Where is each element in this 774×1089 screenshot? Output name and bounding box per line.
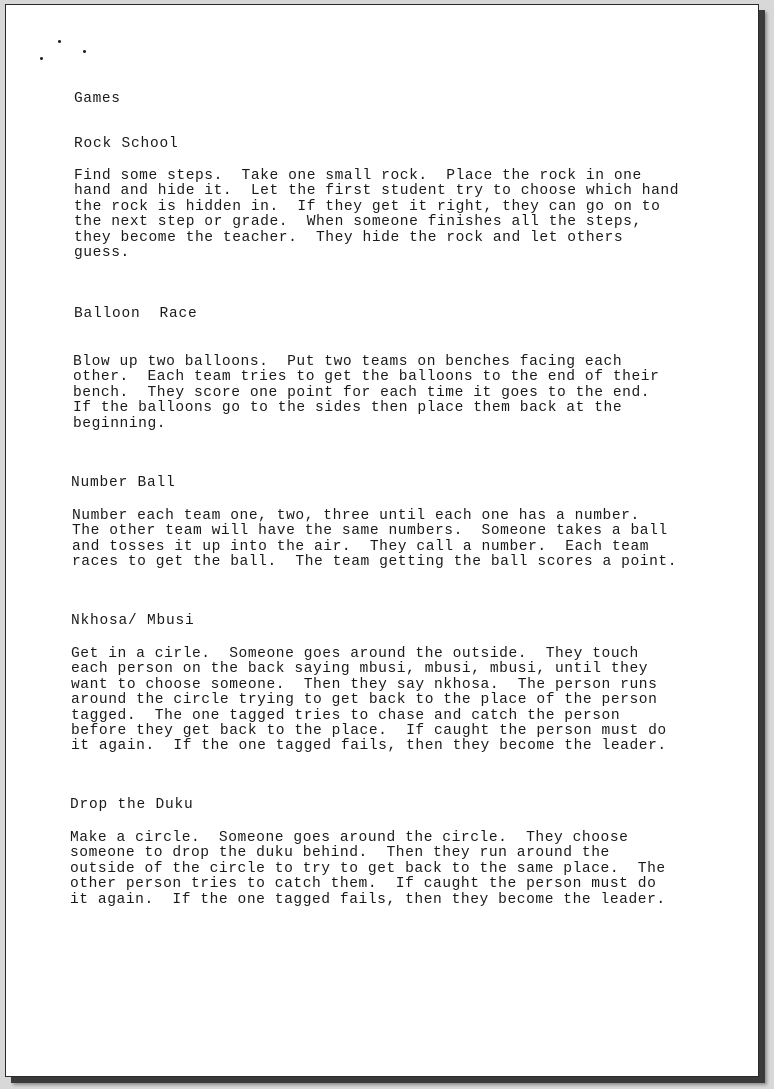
section-body-nkhosa-mbusi: Get in a cirle. Someone goes around the outside. They touch each person on the back saying mbusi, mbusi, mbusi, until they want to choose someone. Then they say nkhosa. The person runs around the circle trying to get back to the place of the person tagged. The one tagged tries to chase and catch the person before they get back to the place. If caught the person must do it again. If the one tagged fails, then they become the leader.: [71, 646, 667, 755]
document-page: [5, 4, 759, 1077]
section-heading-number-ball: Number Ball: [71, 475, 176, 491]
section-body-drop-the-duku: Make a circle. Someone goes around the circle. They choose someone to drop the duku behind. Then they run around the outside of the circle to try to get back to the same place. The other person tries to catch them. If caught the person must do it again. If the one tagged fails, then they become the leader.: [70, 830, 666, 908]
section-heading-rock-school: Rock School: [74, 136, 179, 152]
section-body-rock-school: Find some steps. Take one small rock. Place the rock in one hand and hide it. Let the first student try to choose which hand the rock is hidden in. If they get it right, they can go on to the next step or grade. When someone finishes all the steps, they become the teacher. They hide the rock and let others guess.: [74, 168, 679, 262]
scan-speck: [40, 57, 43, 60]
section-heading-balloon-race: Balloon Race: [74, 306, 198, 322]
section-heading-drop-the-duku: Drop the Duku: [70, 797, 194, 813]
scan-speck: [58, 40, 61, 43]
scan-speck: [83, 50, 86, 53]
document-title: Games: [74, 91, 121, 107]
section-body-balloon-race: Blow up two balloons. Put two teams on benches facing each other. Each team tries to get the balloons to the end of their bench. They score one point for each time it goes to the end. If the balloons go to the sides then place them back at the beginning.: [73, 354, 660, 432]
section-body-number-ball: Number each team one, two, three until each one has a number. The other team will have the same numbers. Someone takes a ball and tosses it up into the air. They call a number. Each team races to get the ball. The team getting the ball scores a point.: [72, 508, 677, 571]
section-heading-nkhosa-mbusi: Nkhosa/ Mbusi: [71, 613, 195, 629]
